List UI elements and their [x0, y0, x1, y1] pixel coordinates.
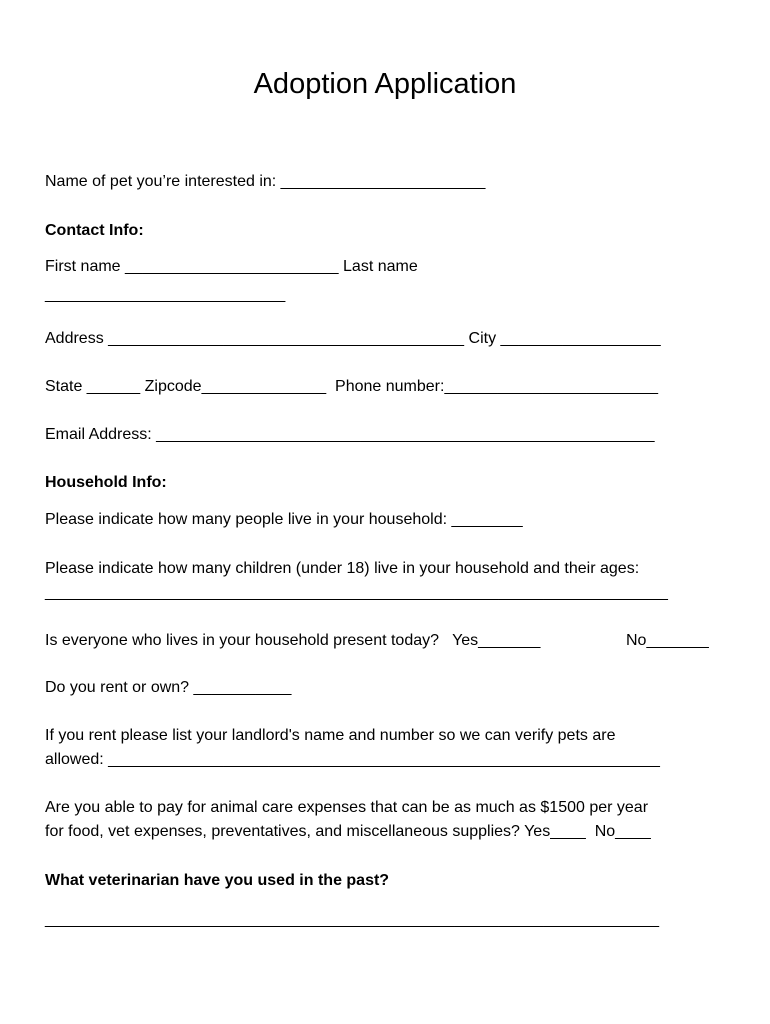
address-field[interactable]: Address ________________________________________ City __________________	[45, 330, 661, 347]
children-blank[interactable]: ______________________________________________________________________	[45, 584, 668, 601]
pet-name-field[interactable]: Name of pet you’re interested in: _______________________	[45, 173, 486, 190]
landlord-field[interactable]: allowed: ______________________________________________________________	[45, 751, 660, 768]
household-info-heading: Household Info:	[45, 474, 167, 491]
veterinarian-question: What veterinarian have you used in the past?	[45, 872, 390, 889]
rent-own-field[interactable]: Do you rent or own? ___________	[45, 679, 292, 696]
household-present-no-field[interactable]: No_______	[626, 632, 709, 649]
veterinarian-blank[interactable]: _____________________________________________________________________	[45, 911, 659, 928]
people-count-field[interactable]: Please indicate how many people live in your household: ________	[45, 511, 523, 528]
expenses-field[interactable]: for food, vet expenses, preventatives, and miscellaneous supplies? Yes____ No____	[45, 823, 651, 840]
page-title: Adoption Application	[253, 68, 517, 100]
household-present-field[interactable]: Is everyone who lives in your household present today? Yes_______	[45, 632, 541, 649]
state-zip-phone-field[interactable]: State ______ Zipcode______________ Phone number:________________________	[45, 378, 658, 395]
expenses-question: Are you able to pay for animal care expenses that can be as much as $1500 per year	[45, 799, 649, 816]
landlord-question: If you rent please list your landlord's name and number so we can verify pets are	[45, 727, 616, 744]
contact-info-heading: Contact Info:	[45, 222, 144, 239]
children-question: Please indicate how many children (under 18) live in your household and their ages:	[45, 560, 640, 577]
name-field[interactable]: First name ________________________ Last name	[45, 258, 418, 275]
email-field[interactable]: Email Address: ________________________________________________________	[45, 426, 655, 443]
last-name-blank[interactable]: ___________________________	[45, 286, 286, 303]
